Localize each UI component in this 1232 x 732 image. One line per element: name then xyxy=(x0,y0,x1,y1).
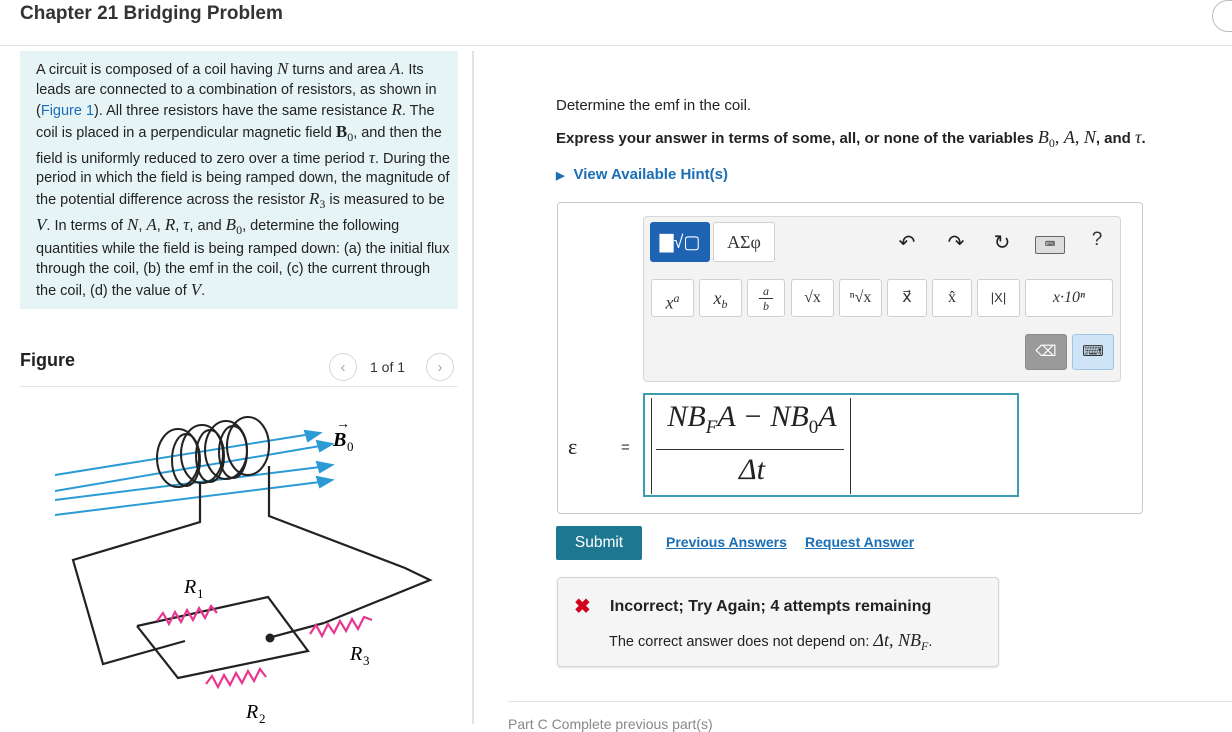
keyboard-toggle-button[interactable]: ⌨ xyxy=(1072,334,1114,370)
r3-label: R xyxy=(350,643,363,665)
r3-label-sub: 3 xyxy=(363,653,370,668)
fraction-button[interactable]: a b xyxy=(747,279,785,317)
fraction-bar xyxy=(656,449,844,450)
figure-next-button[interactable]: › xyxy=(426,353,454,381)
previous-answers-link[interactable]: Previous Answers xyxy=(666,534,787,550)
problem-statement xyxy=(20,51,458,309)
redo-icon[interactable]: ↷ xyxy=(947,232,965,254)
section-divider xyxy=(508,701,1232,702)
sqrt-button[interactable]: √x xyxy=(791,279,834,317)
figure-link[interactable]: Figure 1 xyxy=(40,103,95,120)
r2-label-sub: 2 xyxy=(259,711,266,724)
answer-variable: ε xyxy=(568,434,578,459)
reset-icon[interactable]: ↻ xyxy=(993,232,1011,254)
scientific-notation-button[interactable]: x·10ⁿ xyxy=(1025,279,1113,317)
figure-pager-count: 1 of 1 xyxy=(370,359,406,375)
subscript-button[interactable]: $x_b$ xyxy=(699,279,742,317)
answer-denominator: Δt xyxy=(739,453,765,486)
cursor-bar xyxy=(651,398,652,494)
question-instructions: Express your answer in terms of some, all, or none of the variables $B_0$, A, N, and τ. xyxy=(556,127,1146,150)
greek-symbols-button[interactable]: ΑΣφ xyxy=(713,222,775,262)
junction-node xyxy=(266,634,275,643)
figure-heading: Figure xyxy=(20,350,76,370)
figure-divider xyxy=(20,386,458,387)
undo-icon[interactable]: ↶ xyxy=(898,232,916,254)
header-divider xyxy=(0,45,1232,46)
page-title: Chapter 21 Bridging Problem xyxy=(20,3,283,24)
column-divider xyxy=(472,51,474,724)
r2-label: R xyxy=(246,701,259,723)
cursor-bar xyxy=(850,398,851,494)
equals-sign: = xyxy=(621,439,630,456)
superscript-button[interactable]: $x^a$ xyxy=(651,279,694,317)
answer-numerator: $NB_FA - NB_0A$ xyxy=(667,400,837,438)
circuit-figure xyxy=(20,388,458,724)
unit-vector-button[interactable]: x̂ xyxy=(932,279,972,317)
feedback-body: The correct answer does not depend on: Δt, $NB_F$. xyxy=(609,630,933,653)
question-prompt: Determine the emf in the coil. xyxy=(556,97,752,114)
resistor-r2 xyxy=(206,669,266,687)
collapse-button[interactable] xyxy=(1212,0,1232,32)
expand-triangle-icon: ▶ xyxy=(556,170,565,182)
figure-prev-button[interactable]: ‹ xyxy=(329,353,357,381)
error-icon: ✖ xyxy=(574,596,591,618)
submit-button[interactable]: Submit xyxy=(556,526,642,560)
keyboard-icon[interactable]: ⌨ xyxy=(1035,236,1065,254)
r1-label: R xyxy=(184,576,197,598)
request-answer-link[interactable]: Request Answer xyxy=(805,534,915,550)
absolute-value-button[interactable]: |X| xyxy=(977,279,1020,317)
r1-label-sub: 1 xyxy=(197,586,204,601)
help-icon[interactable]: ? xyxy=(1091,229,1103,250)
coil xyxy=(157,417,269,487)
b0-label: B xyxy=(333,429,347,451)
backspace-button[interactable]: ⌫ xyxy=(1025,334,1067,370)
nth-root-button[interactable]: ⁿ√x xyxy=(839,279,882,317)
view-hints-toggle[interactable]: ▶ View Available Hint(s) xyxy=(556,166,728,183)
b0-label-sub: 0 xyxy=(347,439,354,454)
vector-button[interactable]: x⃗ xyxy=(887,279,927,317)
feedback-title: Incorrect; Try Again; 4 attempts remaining xyxy=(610,598,932,615)
problem-text: A circuit is composed of a coil having N turns and area A. Its leads are connected to a combination of resistors, as shown in (Figure 1). All three resistors have the same resistance R. The coil is placed in a perpendicular magnetic field $B_0$, and then the field is uniformly reduced to zero over a time period τ. During the period in which the field is being ramped down, the magnitude of the potential difference across the resistor $R_3$ is measured to be V. In terms of N, A, R, τ, and $B_0$, determine the following quantities while the field is being ramped down: (a) the initial flux through the coil, (b) the emf in the coil, (c) the current through the coil, (d) the value of V. xyxy=(36,59,450,299)
resistor-r3 xyxy=(310,617,372,636)
templates-button[interactable]: ▇√▢ xyxy=(650,222,710,262)
circuit-wires xyxy=(73,466,430,678)
next-part-label: Part C Complete previous part(s) xyxy=(508,716,713,732)
magnetic-field-lines xyxy=(55,431,332,515)
b0-vector-arrow: → xyxy=(336,417,350,432)
